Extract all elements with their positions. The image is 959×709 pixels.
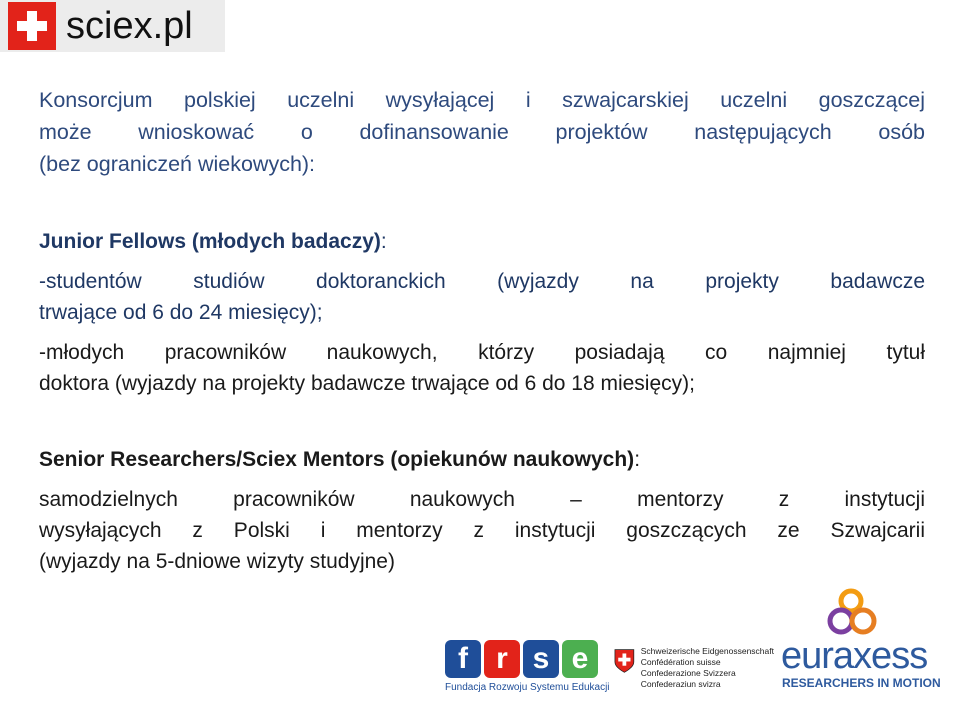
swiss-cross-icon — [8, 2, 56, 50]
intro-line: może wnioskować o dofinansowanie projektów następujących osób — [39, 120, 925, 144]
junior-item-line: doktora (wyjazdy na projekty badawcze trwające od 6 do 18 miesięcy); — [39, 372, 695, 395]
senior-item-line: wysyłających z Polski i mentorzy z instytucji goszczących ze Szwajcarii — [39, 519, 925, 542]
swiss-confederation-names — [641, 646, 774, 694]
junior-item-line: trwające od 6 do 24 miesięcy); — [39, 301, 323, 324]
euraxess-wordmark: euraxess — [781, 635, 928, 677]
junior-item-doctoral-students — [39, 266, 925, 328]
frse-letter-tile: r — [484, 640, 520, 678]
confederation-name-it: Confederazione Svizzera — [640, 668, 736, 678]
frse-caption: Fundacja Rozwoju Systemu Edukacji — [445, 682, 610, 693]
junior-item-young-researchers — [39, 337, 925, 399]
frse-letter-tile: e — [562, 640, 598, 678]
swiss-shield-icon — [614, 648, 635, 674]
junior-heading-colon: : — [380, 230, 387, 253]
intro-paragraph — [39, 84, 925, 180]
senior-item-line: (wyjazdy na 5-dniowe wizyty studyjne) — [39, 550, 395, 573]
swiss-confederation-logo — [614, 646, 774, 694]
frse-letter-tile: f — [445, 640, 481, 678]
senior-researchers-heading — [39, 445, 925, 475]
confederation-name-rm: Confederaziun svizra — [640, 679, 721, 689]
senior-item-line: samodzielnych pracowników naukowych – mentorzy z instytucji — [39, 488, 925, 511]
senior-heading-colon: : — [634, 448, 641, 471]
intro-line: (bez ograniczeń wiekowych): — [39, 152, 316, 176]
euraxess-tagline: RESEARCHERS IN MOTION — [782, 676, 941, 690]
frse-letter-tile: s — [523, 640, 559, 678]
senior-item-mentors — [39, 484, 925, 577]
frse-letters — [445, 640, 605, 678]
frse-logo — [445, 640, 610, 698]
junior-fellows-heading — [39, 227, 925, 257]
junior-heading-text: Junior Fellows (młodych badaczy) — [39, 230, 381, 253]
confederation-name-de: Schweizerische Eidgenossenschaft — [640, 646, 774, 656]
intro-line: Konsorcjum polskiej uczelni wysyłającej i szwajcarskiej uczelni goszczącej — [39, 88, 925, 112]
senior-heading-text: Senior Researchers/Sciex Mentors (opiekunów naukowych) — [39, 448, 635, 471]
euraxess-logo — [779, 583, 954, 703]
euraxess-rings-icon — [779, 583, 954, 643]
junior-item-line: -młodych pracowników naukowych, którzy posiadają co najmniej tytuł — [39, 341, 925, 364]
logo-text: sciex.pl — [66, 5, 193, 47]
confederation-name-fr: Confédération suisse — [640, 657, 721, 667]
sciex-logo — [0, 0, 225, 52]
junior-item-line: -studentów studiów doktoranckich (wyjazdy na projekty badawcze — [39, 270, 925, 293]
